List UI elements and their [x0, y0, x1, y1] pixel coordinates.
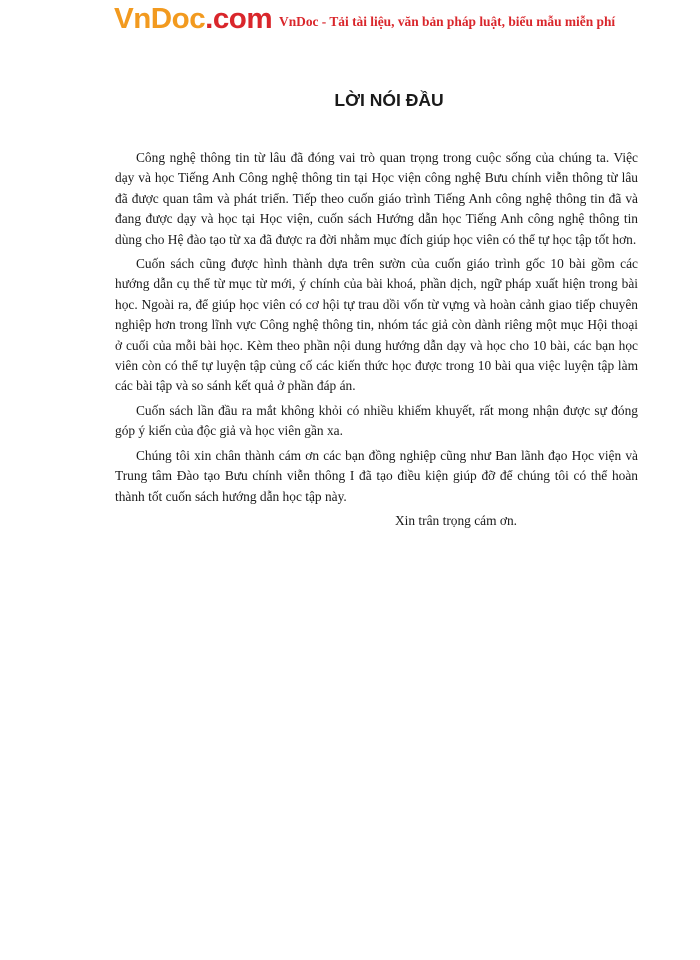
signoff-text: Xin trân trọng cám ơn.	[395, 513, 517, 528]
paragraph-structure: Cuốn sách cũng được hình thành dựa trên sườn của cuốn giáo trình gốc 10 bài gồm các hướng dẫn cụ thể từ mục từ mới, ý chính của bài khoá, phần dịch, ngữ pháp xuất hiện trong bài học. Ngoài ra, để giúp học viên có cơ hội tự trau dồi vốn từ vựng và hoàn cảnh giao tiếp chuyên nghiệp hơn trong lĩnh vực Công nghệ thông tin, nhóm tác giả còn dành riêng một mục Hội thoại ở cuối của mỗi bài học. Kèm theo phần nội dung hướng dẫn dạy và học cho 10 bài, các bạn học viên còn có thể tự luyện tập củng cố các kiến thức học được trong 10 bài qua việc luyện tập làm các bài tập và so sánh kết quả ở phần đáp án.	[115, 256, 638, 394]
paragraph-intro: Công nghệ thông tin từ lâu đã đóng vai trò quan trọng trong cuộc sống của chúng ta. Việc dạy và học Tiếng Anh Công nghệ thông tin tại Học viện công nghệ Bưu chính viễn thông từ lâu đã được quan tâm và phát triển. Tiếp theo cuốn giáo trình Tiếng Anh công nghệ thông tin đã và đang được dạy và học tại Học viện, cuốn sách Hướng dẫn học Tiếng Anh công nghệ thông tin dùng cho Hệ đào tạo từ xa đã được ra đời nhằm mục đích giúp học viên có thể tự học tập tốt hơn.	[115, 150, 638, 247]
page-title: LỜI NÓI ĐẦU	[334, 90, 444, 110]
site-tagline: VnDoc - Tải tài liệu, văn bản pháp luật, biểu mẫu miễn phí	[279, 14, 616, 29]
paragraph-feedback: Cuốn sách lần đầu ra mắt không khỏi có nhiều khiếm khuyết, rất mong nhận được sự đóng góp ý kiến của độc giả và học viên gần xa.	[115, 402, 638, 439]
logo-part-vndoc: VnDoc	[114, 3, 206, 35]
site-header	[114, 0, 615, 34]
vndoc-logo[interactable]	[114, 4, 272, 34]
logo-part-com: .com	[205, 3, 273, 35]
document-body	[115, 148, 638, 511]
paragraph-thanks: Chúng tôi xin chân thành cám ơn các bạn đồng nghiệp cũng như Ban lãnh đạo Học viện và Trung tâm Đào tạo Bưu chính viễn thông I đã tạo điều kiện giúp đỡ để chúng tôi có thể hoàn thành tốt cuốn sách hướng dẫn học tập này.	[115, 447, 638, 504]
